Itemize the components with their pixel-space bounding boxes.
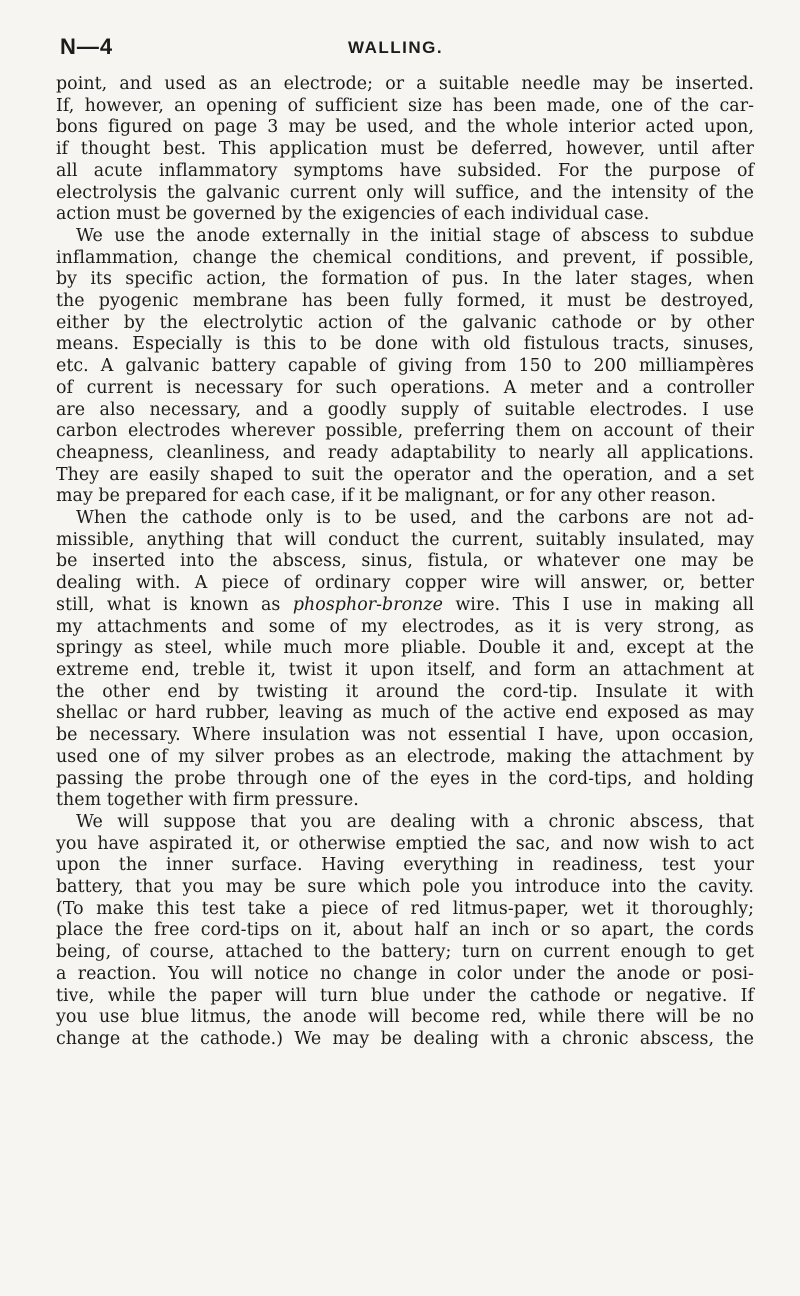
text-line: inflammation, change the chemical conditions, and prevent, if possible, bbox=[56, 247, 754, 268]
paragraph bbox=[56, 508, 754, 812]
text-line: may be prepared for each case, if it be malignant, or for any other reason. bbox=[56, 486, 717, 507]
text-line: We will suppose that you are dealing with a chronic abscess, that bbox=[76, 811, 754, 832]
text-line: are also necessary, and a goodly supply of suitable electrodes. I use bbox=[56, 399, 754, 420]
body-text bbox=[56, 74, 754, 1051]
paragraph bbox=[56, 226, 754, 508]
paragraph bbox=[56, 74, 754, 226]
text-line: them together with firm pressure. bbox=[56, 790, 359, 811]
text-line: passing the probe through one of the eyes in the cord-tips, and holding bbox=[56, 768, 754, 789]
text-line: upon the inner surface. Having everything in readiness, test your bbox=[56, 855, 754, 876]
text-line: you use blue litmus, the anode will become red, while there will be no bbox=[56, 1007, 754, 1028]
text-line: being, of course, attached to the battery; turn on current enough to get bbox=[56, 942, 754, 963]
text-line: dealing with. A piece of ordinary copper wire will answer, or, better bbox=[56, 573, 754, 594]
text-line: action must be governed by the exigencies of each individual case. bbox=[56, 204, 650, 225]
text-line: still, what is known as phosphor-bronze wire. This I use in making all bbox=[56, 594, 755, 615]
text-line: the other end by twisting it around the cord-tip. Insulate it with bbox=[56, 681, 754, 702]
text-line: extreme end, treble it, twist it upon itself, and form an attachment at bbox=[56, 659, 754, 680]
text-line: you have aspirated it, or otherwise emptied the sac, and now wish to act bbox=[56, 833, 754, 854]
text-line: my attachments and some of my electrodes, as it is very strong, as bbox=[56, 616, 754, 637]
text-line: missible, anything that will conduct the current, suitably insulated, may bbox=[56, 529, 754, 550]
text-line: We use the anode externally in the initial stage of abscess to subdue bbox=[76, 225, 754, 246]
text-line: tive, while the paper will turn blue under the cathode or negative. If bbox=[56, 985, 754, 1006]
running-head: WALLING. bbox=[348, 38, 444, 57]
text-line: If, however, an opening of sufficient size has been made, one of the car- bbox=[56, 95, 754, 116]
text-line: etc. A galvanic battery capable of giving from 150 to 200 milliampères bbox=[56, 356, 754, 377]
text-line: change at the cathode.) We may be dealing with a chronic abscess, the bbox=[56, 1028, 754, 1049]
text-line: bons figured on page 3 may be used, and the whole interior acted upon, bbox=[56, 117, 754, 138]
text-line: of current is necessary for such operations. A meter and a controller bbox=[56, 377, 754, 398]
text-line: cheapness, cleanliness, and ready adaptability to nearly all applications. bbox=[56, 442, 754, 463]
text-line: springy as steel, while much more pliable. Double it and, except at the bbox=[56, 638, 754, 659]
text-line: the pyogenic membrane has been fully formed, it must be destroyed, bbox=[56, 291, 754, 312]
text-line: They are easily shaped to suit the operator and the operation, and a set bbox=[56, 464, 754, 485]
text-line: point, and used as an electrode; or a suitable needle may be inserted. bbox=[56, 74, 754, 94]
page-number: N—4 bbox=[60, 34, 114, 59]
text-line: used one of my silver probes as an electrode, making the attachment by bbox=[56, 746, 754, 767]
text-line: battery, that you may be sure which pole you introduce into the cavity. bbox=[56, 877, 754, 898]
text-line: When the cathode only is to be used, and the carbons are not ad- bbox=[76, 508, 754, 529]
text-line: if thought best. This application must be deferred, however, until after bbox=[56, 139, 754, 160]
page-header bbox=[56, 34, 754, 66]
text-line: place the free cord-tips on it, about half an inch or so apart, the cords bbox=[56, 920, 754, 941]
emphasized-term: phosphor-bronze bbox=[292, 594, 443, 615]
text-line: shellac or hard rubber, leaving as much of the active end exposed as may bbox=[56, 703, 754, 724]
text-line: be inserted into the abscess, sinus, fistula, or whatever one may be bbox=[56, 551, 754, 572]
text-line: a reaction. You will notice no change in color under the anode or posi- bbox=[56, 963, 754, 984]
text-line: carbon electrodes wherever possible, preferring them on account of their bbox=[56, 421, 754, 442]
paragraph bbox=[56, 812, 754, 1051]
text-line: by its specific action, the formation of pus. In the later stages, when bbox=[56, 269, 754, 290]
text-line: be necessary. Where insulation was not essential I have, upon occasion, bbox=[56, 725, 754, 746]
text-line: electrolysis the galvanic current only will suffice, and the intensity of the bbox=[56, 182, 754, 203]
text-line: either by the electrolytic action of the galvanic cathode or by other bbox=[56, 312, 754, 333]
text-line: means. Especially is this to be done with old fistulous tracts, sinuses, bbox=[56, 334, 754, 355]
text-line: (To make this test take a piece of red litmus-paper, wet it thoroughly; bbox=[56, 898, 754, 919]
text-line: all acute inflammatory symptoms have subsided. For the purpose of bbox=[56, 160, 754, 181]
